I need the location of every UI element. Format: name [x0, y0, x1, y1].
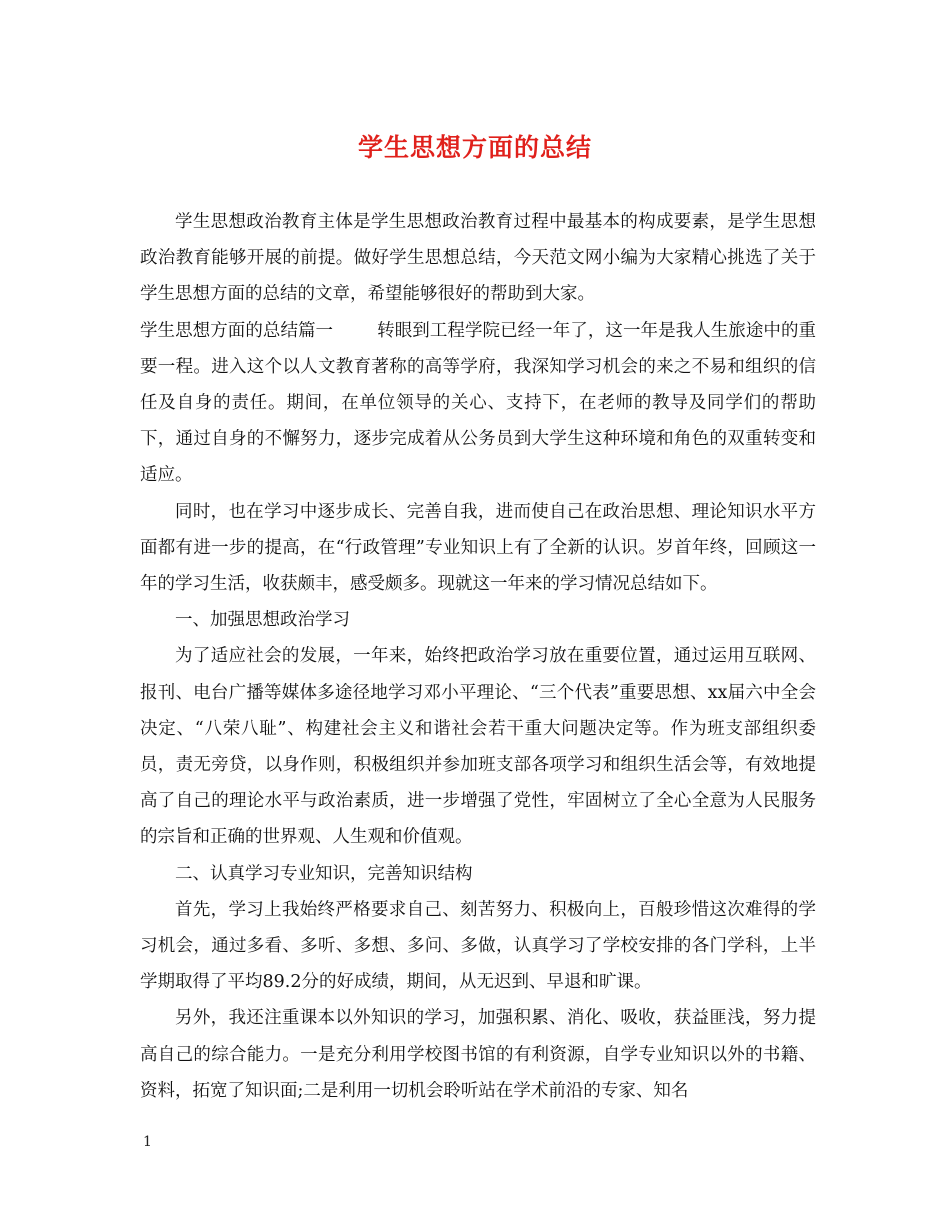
body-paragraph: 为了适应社会的发展，一年来，始终把政治学习放在重要位置，通过运用互联网、报刊、电台广播等媒体多途径地学习邓小平理论、“三个代表”重要思想、xx届六中全会决定、“八荣八耻”、构建社会主义和谐社会若干重大问题决定等。作为班支部组织委员，责无旁贷，以身作则，积极组织并参加班支部各项学习和组织生活会等，有效地提高了自己的理论水平与政治素质，进一步增强了党性，牢固树立了全心全意为人民服务的宗旨和正确的世界观、人生观和价值观。 — [140, 646, 816, 848]
body-paragraph: 首先，学习上我始终严格要求自己、刻苦努力、积极向上，百般珍惜这次难得的学习机会，通过多看、多听、多想、多问、多做，认真学习了学校安排的各门学科，上半学期取得了平均89.2分的好成绩，期间，从无迟到、早退和旷课。 — [140, 899, 816, 993]
heading-two: 二、认真学习专业知识，完善知识结构 — [175, 863, 473, 884]
heading-one: 一、加强思想政治学习 — [175, 610, 350, 631]
body-paragraph: 另外，我还注重课本以外知识的学习，加强积累、消化、吸收，获益匪浅，努力提高自己的综合能力。一是充分利用学校图书馆的有利资源，自学专业知识以外的书籍、资料，拓宽了知识面;二是利用一切机会聆听站在学术前沿的专家、知名 — [140, 1008, 816, 1101]
intro-paragraph: 学生思想政治教育主体是学生思想政治教育过程中最基本的构成要素，是学生思想政治教育能够开展的前提。做好学生思想总结，今天范文网小编为大家精心挑选了关于学生思想方面的总结的文章，希望能够很好的帮助到大家。 — [140, 212, 816, 305]
body-paragraph: 同时，也在学习中逐步成长、完善自我，进而使自己在政治思想、理论知识水平方面都有进一步的提高，在“行政管理”专业知识上有了全新的认识。岁首年终，回顾这一年的学习生活，收获颇丰，感受颇多。现就这一年来的学习情况总结如下。 — [140, 501, 816, 595]
section-paragraph — [140, 313, 816, 494]
document-title: 学生思想方面的总结 — [357, 133, 592, 162]
section-paragraph-text: 转眼到工程学院已经一年了，这一年是我人生旅途中的重要一程。进入这个以人文教育著称的高等学府，我深知学习机会的来之不易和组织的信任及自身的责任。期间，在单位领导的关心、支持下，在老师的教导及同学们的帮助下，通过自身的不懈努力，逐步完成着从公务员到大学生这种环境和角色的双重转变和适应。 — [140, 320, 817, 486]
page-number: 1 — [143, 1134, 152, 1150]
document-body — [140, 204, 816, 1109]
section-label: 学生思想方面的总结篇一 — [140, 320, 334, 341]
